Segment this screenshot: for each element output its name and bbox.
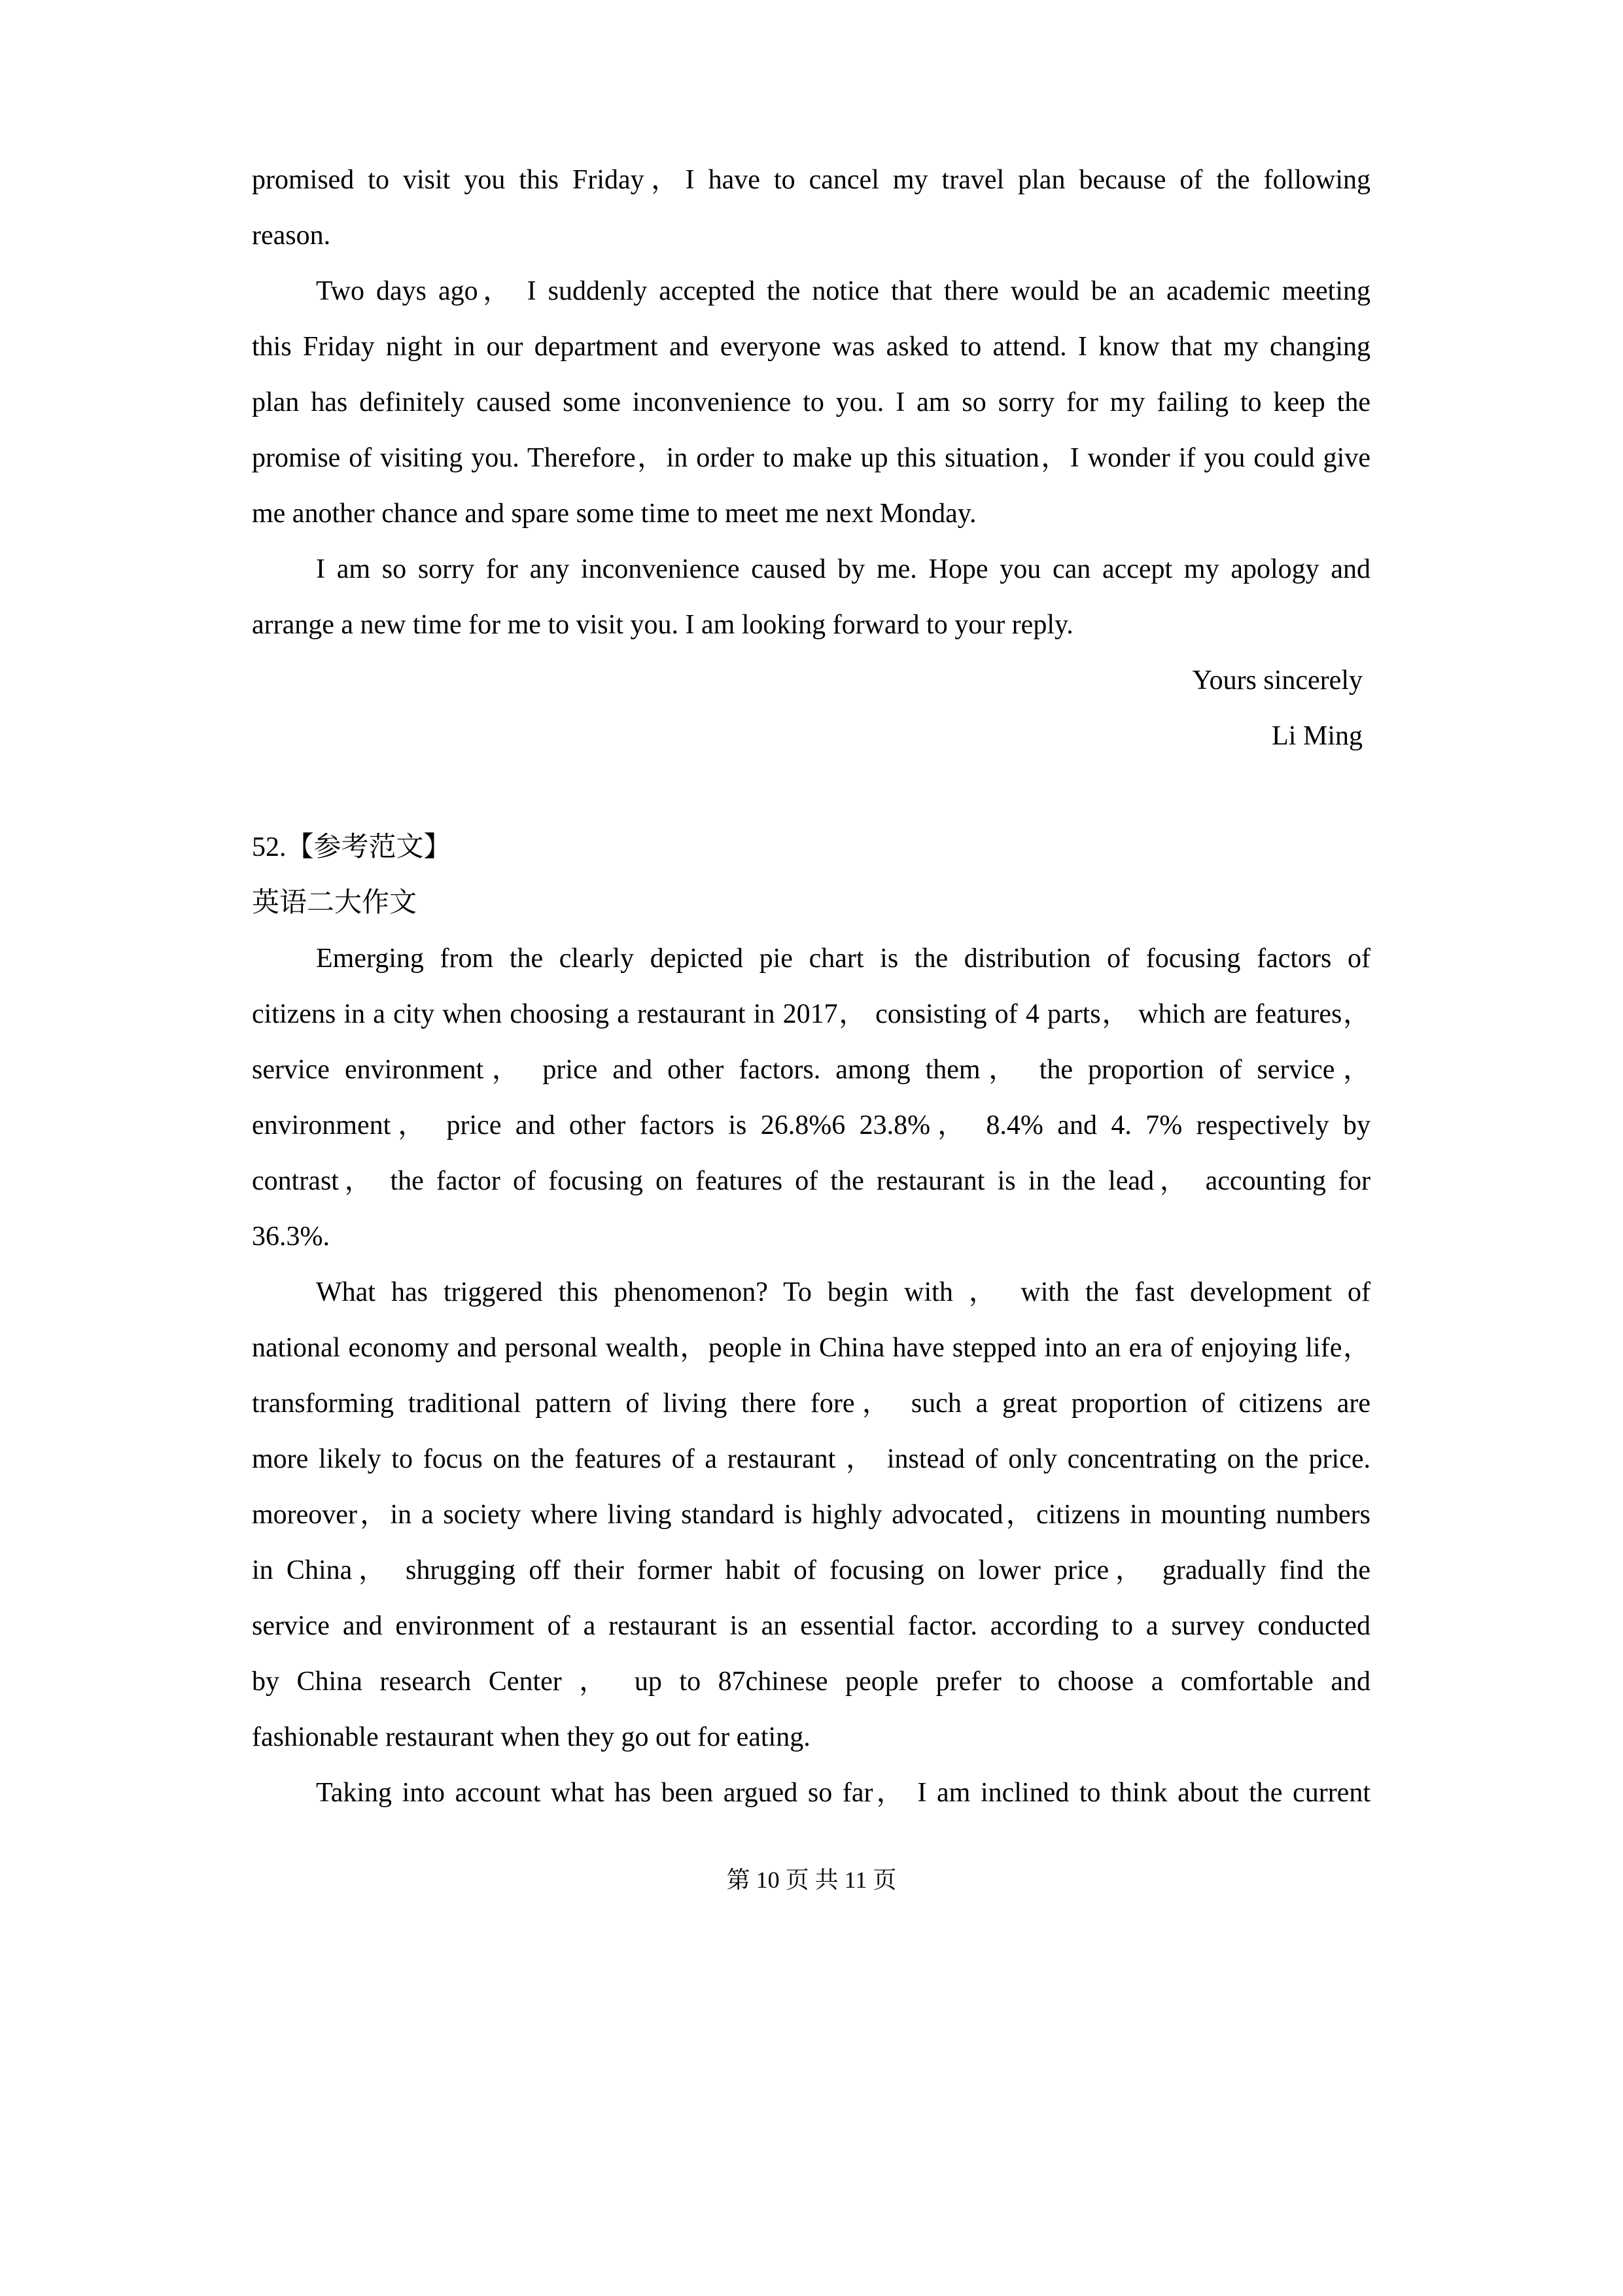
text-line: Li Ming xyxy=(1272,721,1363,751)
text-line: transforming traditional pattern of living there fore， such a great proportion of citizens are xyxy=(252,1388,1370,1419)
text-line: reason. xyxy=(252,221,331,251)
text-line: 英语二大作文 xyxy=(252,888,417,918)
text-line: Two days ago， I suddenly accepted the notice that there would be an academic meeting xyxy=(316,276,1370,306)
text-line: fashionable restaurant when they go out for eating. xyxy=(252,1722,811,1752)
text-line: promise of visiting you. Therefore，in order to make up this situation，I wonder if you could give xyxy=(252,443,1370,473)
text-line: in China， shrugging off their former habit of focusing on lower price， gradually find the xyxy=(252,1555,1370,1585)
text-line: I am so sorry for any inconvenience caused by me. Hope you can accept my apology and xyxy=(316,554,1370,584)
text-line: What has triggered this phenomenon? To begin with ， with the fast development of xyxy=(316,1277,1370,1307)
text-line: contrast， the factor of focusing on features of the restaurant is in the lead， accounting for xyxy=(252,1166,1370,1196)
text-line: service and environment of a restaurant is an essential factor. according to a survey conducted xyxy=(252,1611,1370,1641)
text-line: this Friday night in our department and everyone was asked to attend. I know that my changing xyxy=(252,332,1370,362)
text-line: Yours sincerely xyxy=(1192,665,1363,696)
text-line: moreover，in a society where living standard is highly advocated，citizens in mounting numbers xyxy=(252,1500,1370,1530)
text-line: 36.3%. xyxy=(252,1222,330,1252)
text-line: service environment， price and other factors. among them， the proportion of service， xyxy=(252,1055,1370,1085)
text-line: Emerging from the clearly depicted pie chart is the distribution of focusing factors of xyxy=(316,944,1370,974)
text-line: by China research Center ， up to 87chinese people prefer to choose a comfortable and xyxy=(252,1667,1370,1697)
text-line: me another chance and spare some time to meet me next Monday. xyxy=(252,499,977,529)
text-line: plan has definitely caused some inconvenience to you. I am so sorry for my failing to keep the xyxy=(252,387,1370,417)
text-line: citizens in a city when choosing a restaurant in 2017， consisting of 4 parts， which are features， xyxy=(252,999,1370,1029)
text-line: promised to visit you this Friday，I have to cancel my travel plan because of the following xyxy=(252,165,1370,195)
text-line: environment， price and other factors is 26.8%6 23.8%， 8.4% and 4. 7% respectively by xyxy=(252,1110,1370,1140)
text-line: national economy and personal wealth，people in China have stepped into an era of enjoying life， xyxy=(252,1333,1370,1363)
text-line: arrange a new time for me to visit you. I am looking forward to your reply. xyxy=(252,610,1073,640)
text-line xyxy=(252,764,1370,820)
text-line: Taking into account what has been argued so far， I am inclined to think about the current xyxy=(316,1778,1370,1808)
document-body xyxy=(252,152,1370,1821)
text-line: more likely to focus on the features of a restaurant ， instead of only concentrating on the price. xyxy=(252,1444,1370,1474)
text-line: 52.【参考范文】 xyxy=(252,832,451,862)
page-number: 第 10 页 共 11 页 xyxy=(726,1867,897,1893)
